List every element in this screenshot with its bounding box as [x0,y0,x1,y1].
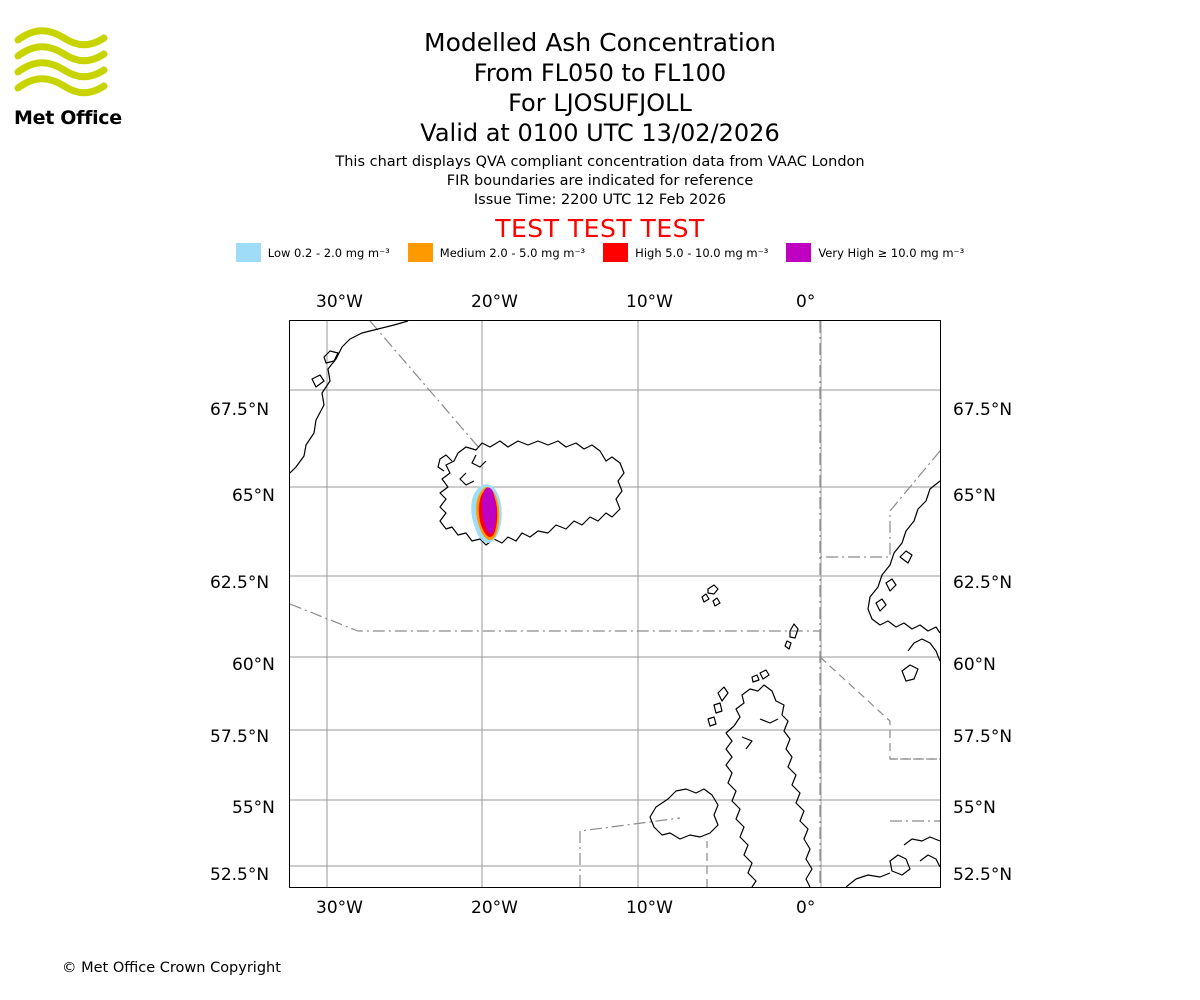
legend-swatch-very-high [786,243,811,262]
lon-label-top-10w: 10°W [626,292,673,312]
page-title [0,28,1200,148]
graticule-lines [290,321,940,887]
lon-label-bottom-30w: 30°W [316,898,363,918]
legend-label-high: High 5.0 - 10.0 mg m⁻³ [635,245,769,260]
lat-label-left-55n: 55°N [232,798,275,818]
lat-label-left-67-5n: 67.5°N [210,400,270,420]
concentration-legend [0,243,1200,262]
map-plot-area[interactable] [289,320,941,888]
lat-label-left-62-5n: 62.5°N [210,573,270,593]
fir-boundaries [290,321,940,887]
lon-label-top-0: 0° [796,292,816,312]
title-line-3: For LJOSUFJOLL [508,89,692,117]
subtitle-line-3: Issue Time: 2200 UTC 12 Feb 2026 [473,192,727,208]
lat-label-right-52-5n: 52.5°N [953,865,1013,885]
map-graphic [290,321,940,887]
legend-item-low [236,243,390,262]
coastlines [290,321,940,887]
subtitle-line-2: FIR boundaries are indicated for reference [446,173,754,189]
lat-label-right-62-5n: 62.5°N [953,573,1013,593]
lat-label-right-67-5n: 67.5°N [953,400,1013,420]
legend-swatch-medium [408,243,433,262]
legend-swatch-low [236,243,261,262]
title-line-1: Modelled Ash Concentration [424,28,776,57]
lon-label-top-30w: 30°W [316,292,363,312]
legend-label-low: Low 0.2 - 2.0 mg m⁻³ [267,245,390,260]
copyright-notice: © Met Office Crown Copyright [62,960,281,976]
ash-plume [471,484,502,543]
legend-label-very-high: Very High ≥ 10.0 mg m⁻³ [818,245,965,260]
legend-item-high [603,243,768,262]
subtitle-line-1: This chart displays QVA compliant concentration data from VAAC London [335,154,865,170]
fir-boundaries-dashed [707,657,940,887]
title-line-2: From FL050 to FL100 [473,59,727,87]
title-line-4: Valid at 0100 UTC 13/02/2026 [420,119,780,147]
lat-label-right-60n: 60°N [953,655,996,675]
legend-swatch-high [603,243,628,262]
lat-label-right-65n: 65°N [953,486,996,506]
met-office-logo-text: Met Office [14,107,122,129]
lon-label-top-20w: 20°W [471,292,518,312]
lon-label-bottom-20w: 20°W [471,898,518,918]
map-container [210,292,1013,918]
lat-label-left-65n: 65°N [232,486,275,506]
lat-label-left-52-5n: 52.5°N [210,865,270,885]
lon-label-bottom-0: 0° [796,898,816,918]
legend-item-medium [408,243,585,262]
lon-label-bottom-10w: 10°W [626,898,673,918]
lat-label-right-55n: 55°N [953,798,996,818]
legend-label-medium: Medium 2.0 - 5.0 mg m⁻³ [439,245,586,260]
legend-item-very-high [786,243,964,262]
lat-label-right-57-5n: 57.5°N [953,727,1013,747]
test-banner: TEST TEST TEST [495,214,705,243]
subtitle-block [0,153,1200,210]
lat-label-left-57-5n: 57.5°N [210,727,270,747]
lat-label-left-60n: 60°N [232,655,275,675]
